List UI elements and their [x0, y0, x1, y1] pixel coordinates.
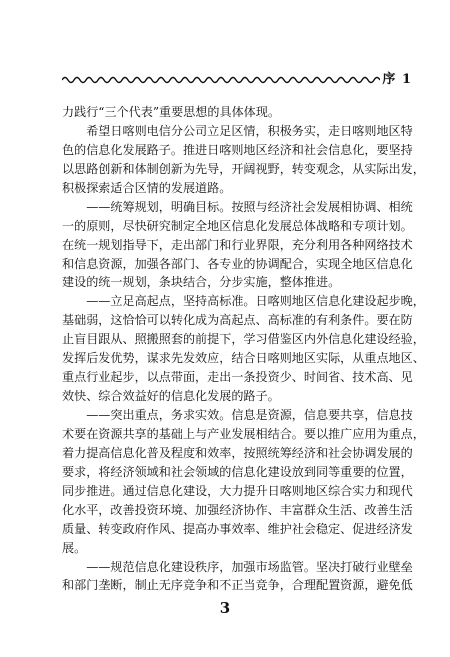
body-text [62, 103, 425, 595]
text-line: 化水平，改善投资环境、加强经济协作、丰富群众生活、改善生活 [62, 502, 413, 517]
text-line: 积极探索适合区情的发展道路。 [62, 180, 232, 195]
text-line: ——立足高起点，坚持高标准。日喀则地区信息化建设起步晚， [62, 294, 425, 309]
text-line: 效快、综合效益好的信息化发展的路子。 [62, 389, 280, 404]
paragraph [62, 406, 425, 558]
text-line: ——规范信息化建设秩序，加强市场监管。坚决打破行业壁垒 [62, 559, 413, 574]
text-line: 以思路创新和体制创新为先导，开阔视野，转变观念，从实际出发， [62, 161, 425, 176]
text-line: 色的信息化发展路子。推进日喀则地区经济和社会信息化，要坚持 [62, 142, 413, 157]
wavy-rule-ornament [62, 74, 380, 86]
text-line: 基础弱，这恰恰可以转化成为高起点、高标准的有利条件。要在防 [62, 313, 413, 328]
paragraph [62, 103, 408, 122]
paragraph [62, 558, 413, 596]
page-number: 3 [219, 599, 231, 617]
text-line: 力践行“三个代表”重要思想的具体体现。 [62, 105, 280, 119]
text-line: 和信息资源，加强各部门、各专业的协调配合，实现全地区信息化 [62, 256, 413, 271]
text-line: 止盲目跟从、照搬照套的前提下，学习借鉴区内外信息化建设经验， [62, 332, 425, 347]
text-line: 一的原则，尽快研究制定全地区信息化发展总体战略和专项计划。 [62, 218, 413, 233]
running-head: 序 1 [382, 72, 412, 87]
text-line: 重点行业起步，以点带面，走出一条投资少、时间省、技术高、见 [62, 370, 413, 385]
text-line: 发挥后发优势，谋求先发效应，结合日喀则地区实际，从重点地区、 [62, 351, 425, 366]
text-line: 同步推进。通过信息化建设，大力提升日喀则地区综合实力和现代 [62, 483, 413, 498]
text-line: ——统筹规划，明确目标。按照与经济社会发展相协调、相统 [62, 199, 413, 214]
text-line: 和部门垄断，制止无序竞争和不正当竞争，合理配置资源，避免低 [62, 578, 413, 593]
paragraph [62, 198, 413, 293]
text-line: 建设的统一规划，条块结合，分步实施，整体推进。 [62, 275, 341, 290]
text-line: 希望日喀则电信分公司立足区情，积极务实，走日喀则地区特 [62, 123, 413, 138]
paragraph [62, 292, 425, 406]
text-line: 质量、转变政府作风、提高办事效率、维护社会稳定、促进经济发 [62, 521, 413, 536]
text-line: 术要在资源共享的基础上与产业发展相结合。要以推广应用为重点， [62, 426, 425, 441]
paragraph [62, 122, 425, 198]
text-line: 展。 [62, 540, 87, 555]
page-header [62, 70, 412, 92]
text-line: 着力提高信息化普及程度和效率，按照统筹经济和社会协调发展的 [62, 445, 413, 460]
text-line: ——突出重点，务求实效。信息是资源，信息要共享，信息技 [62, 408, 413, 422]
text-line: 在统一规划指导下，走出部门和行业界限，充分利用各种网络技术 [62, 237, 413, 252]
text-line: 要求，将经济领域和社会领域的信息化建设放到同等重要的位置， [62, 464, 413, 479]
